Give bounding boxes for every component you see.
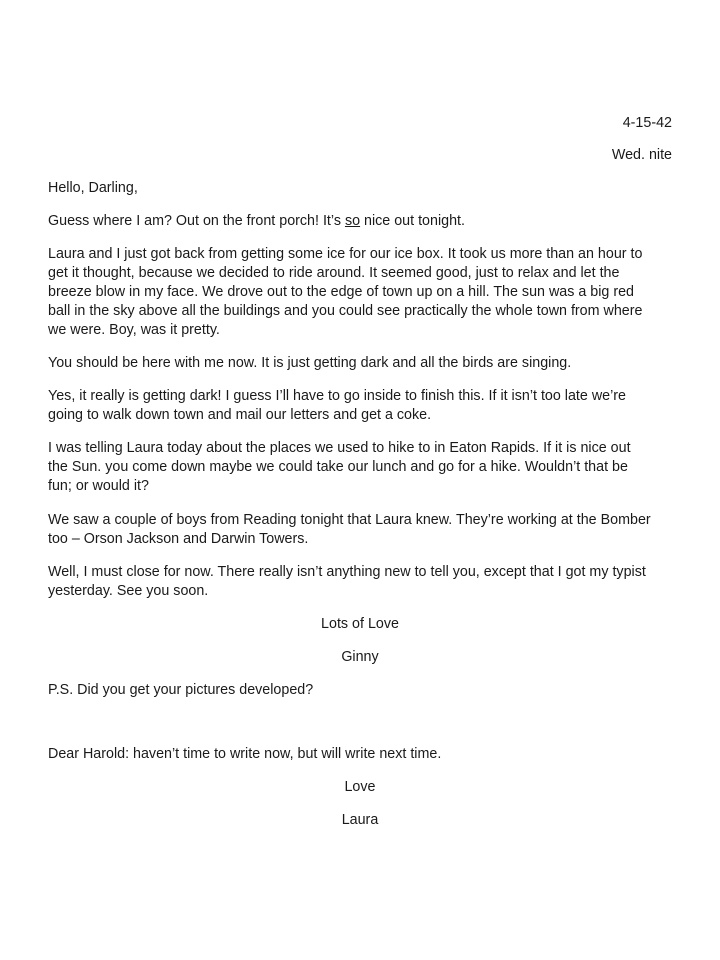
- paragraph-line: we were. Boy, was it pretty.: [48, 322, 220, 338]
- letter-day: Wed. nite: [611, 147, 672, 163]
- postscript: P.S. Did you get your pictures developed?: [48, 682, 314, 698]
- paragraph-line: Well, I must close for now. There really isn’t anything new to tell you, except that I got my typist: [48, 564, 646, 580]
- note-signature: Laura: [341, 812, 379, 828]
- paragraph-line: fun; or would it?: [48, 478, 149, 494]
- paragraph-line: Laura and I just got back from getting some ice for our ice box. It took us more than an hour to: [48, 246, 643, 262]
- paragraph-line: I was telling Laura today about the places we used to hike to in Eaton Rapids. If it is nice out: [48, 440, 631, 456]
- paragraph-line: ball in the sky above all the buildings and you could see practically the whole town from where: [48, 303, 643, 319]
- paragraph-porch-emphasis: so: [344, 213, 361, 229]
- note-text: Dear Harold: haven’t time to write now, but will write next time.: [48, 746, 442, 762]
- paragraph-porch-text-2: nice out tonight.: [360, 213, 465, 229]
- letter-signature: Ginny: [341, 649, 379, 665]
- paragraph-line: We saw a couple of boys from Reading tonight that Laura knew. They’re working at the Bomber: [48, 512, 651, 528]
- paragraph-line: yesterday. See you soon.: [48, 583, 209, 599]
- paragraph-birds: You should be here with me now. It is just getting dark and all the birds are singing.: [48, 355, 572, 371]
- greeting: Hello, Darling,: [48, 180, 138, 196]
- letter-date: 4-15-42: [622, 115, 672, 131]
- note-closing: Love: [344, 779, 376, 795]
- letter-closing: Lots of Love: [321, 616, 399, 632]
- paragraph-porch-text-1: Guess where I am? Out on the front porch! It’s: [48, 213, 345, 229]
- paragraph-line: the Sun. you come down maybe we could take our lunch and go for a hike. Wouldn’t that be: [48, 459, 628, 475]
- paragraph-line: going to walk down town and mail our letters and get a coke.: [48, 407, 432, 423]
- paragraph-line: too – Orson Jackson and Darwin Towers.: [48, 531, 309, 547]
- paragraph-line: get it thought, because we decided to ride around. It seemed good, just to relax and let the: [48, 265, 620, 281]
- paragraph-porch: [48, 212, 672, 231]
- paragraph-line: Yes, it really is getting dark! I guess I’ll have to go inside to finish this. If it isn’t too late we’re: [48, 388, 626, 404]
- paragraph-line: breeze blow in my face. We drove out to the edge of town up on a hill. The sun was a big red: [48, 284, 634, 300]
